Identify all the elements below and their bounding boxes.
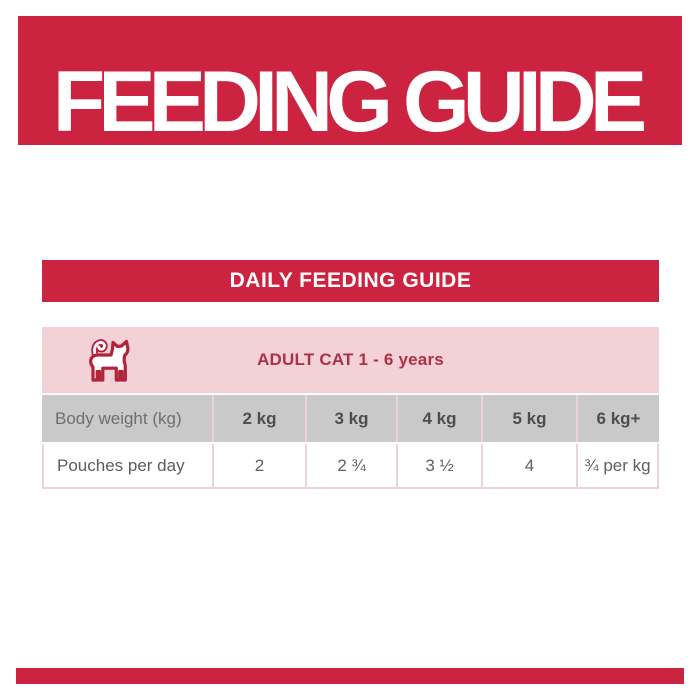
daily-feeding-guide-bar bbox=[42, 260, 659, 302]
table-header-row bbox=[42, 393, 659, 442]
row-label-pouches-per-day: Pouches per day bbox=[42, 444, 214, 489]
value-5kg: 4 bbox=[483, 444, 578, 489]
bottom-accent-strip bbox=[16, 668, 684, 684]
col-header-4kg: 4 kg bbox=[398, 395, 483, 442]
col-header-body-weight: Body weight (kg) bbox=[42, 395, 214, 442]
group-header-row bbox=[42, 327, 659, 393]
value-3kg: 2 ¾ bbox=[307, 444, 398, 489]
col-header-2kg: 2 kg bbox=[214, 395, 307, 442]
col-header-5kg: 5 kg bbox=[483, 395, 578, 442]
col-header-3kg: 3 kg bbox=[307, 395, 398, 442]
value-6kg-plus: ¾ per kg bbox=[578, 444, 659, 489]
feeding-table bbox=[42, 327, 659, 489]
section-title: DAILY FEEDING GUIDE bbox=[229, 269, 472, 292]
feeding-guide-banner bbox=[18, 16, 682, 145]
col-header-6kg-plus: 6 kg+ bbox=[596, 408, 641, 428]
group-header-label: ADULT CAT 1 - 6 years bbox=[257, 350, 444, 369]
table-value-row bbox=[42, 442, 659, 489]
page-title: FEEDING GUIDE bbox=[52, 54, 641, 145]
value-4kg: 3 ½ bbox=[398, 444, 483, 489]
value-2kg: 2 bbox=[214, 444, 307, 489]
cat-icon bbox=[83, 335, 133, 385]
